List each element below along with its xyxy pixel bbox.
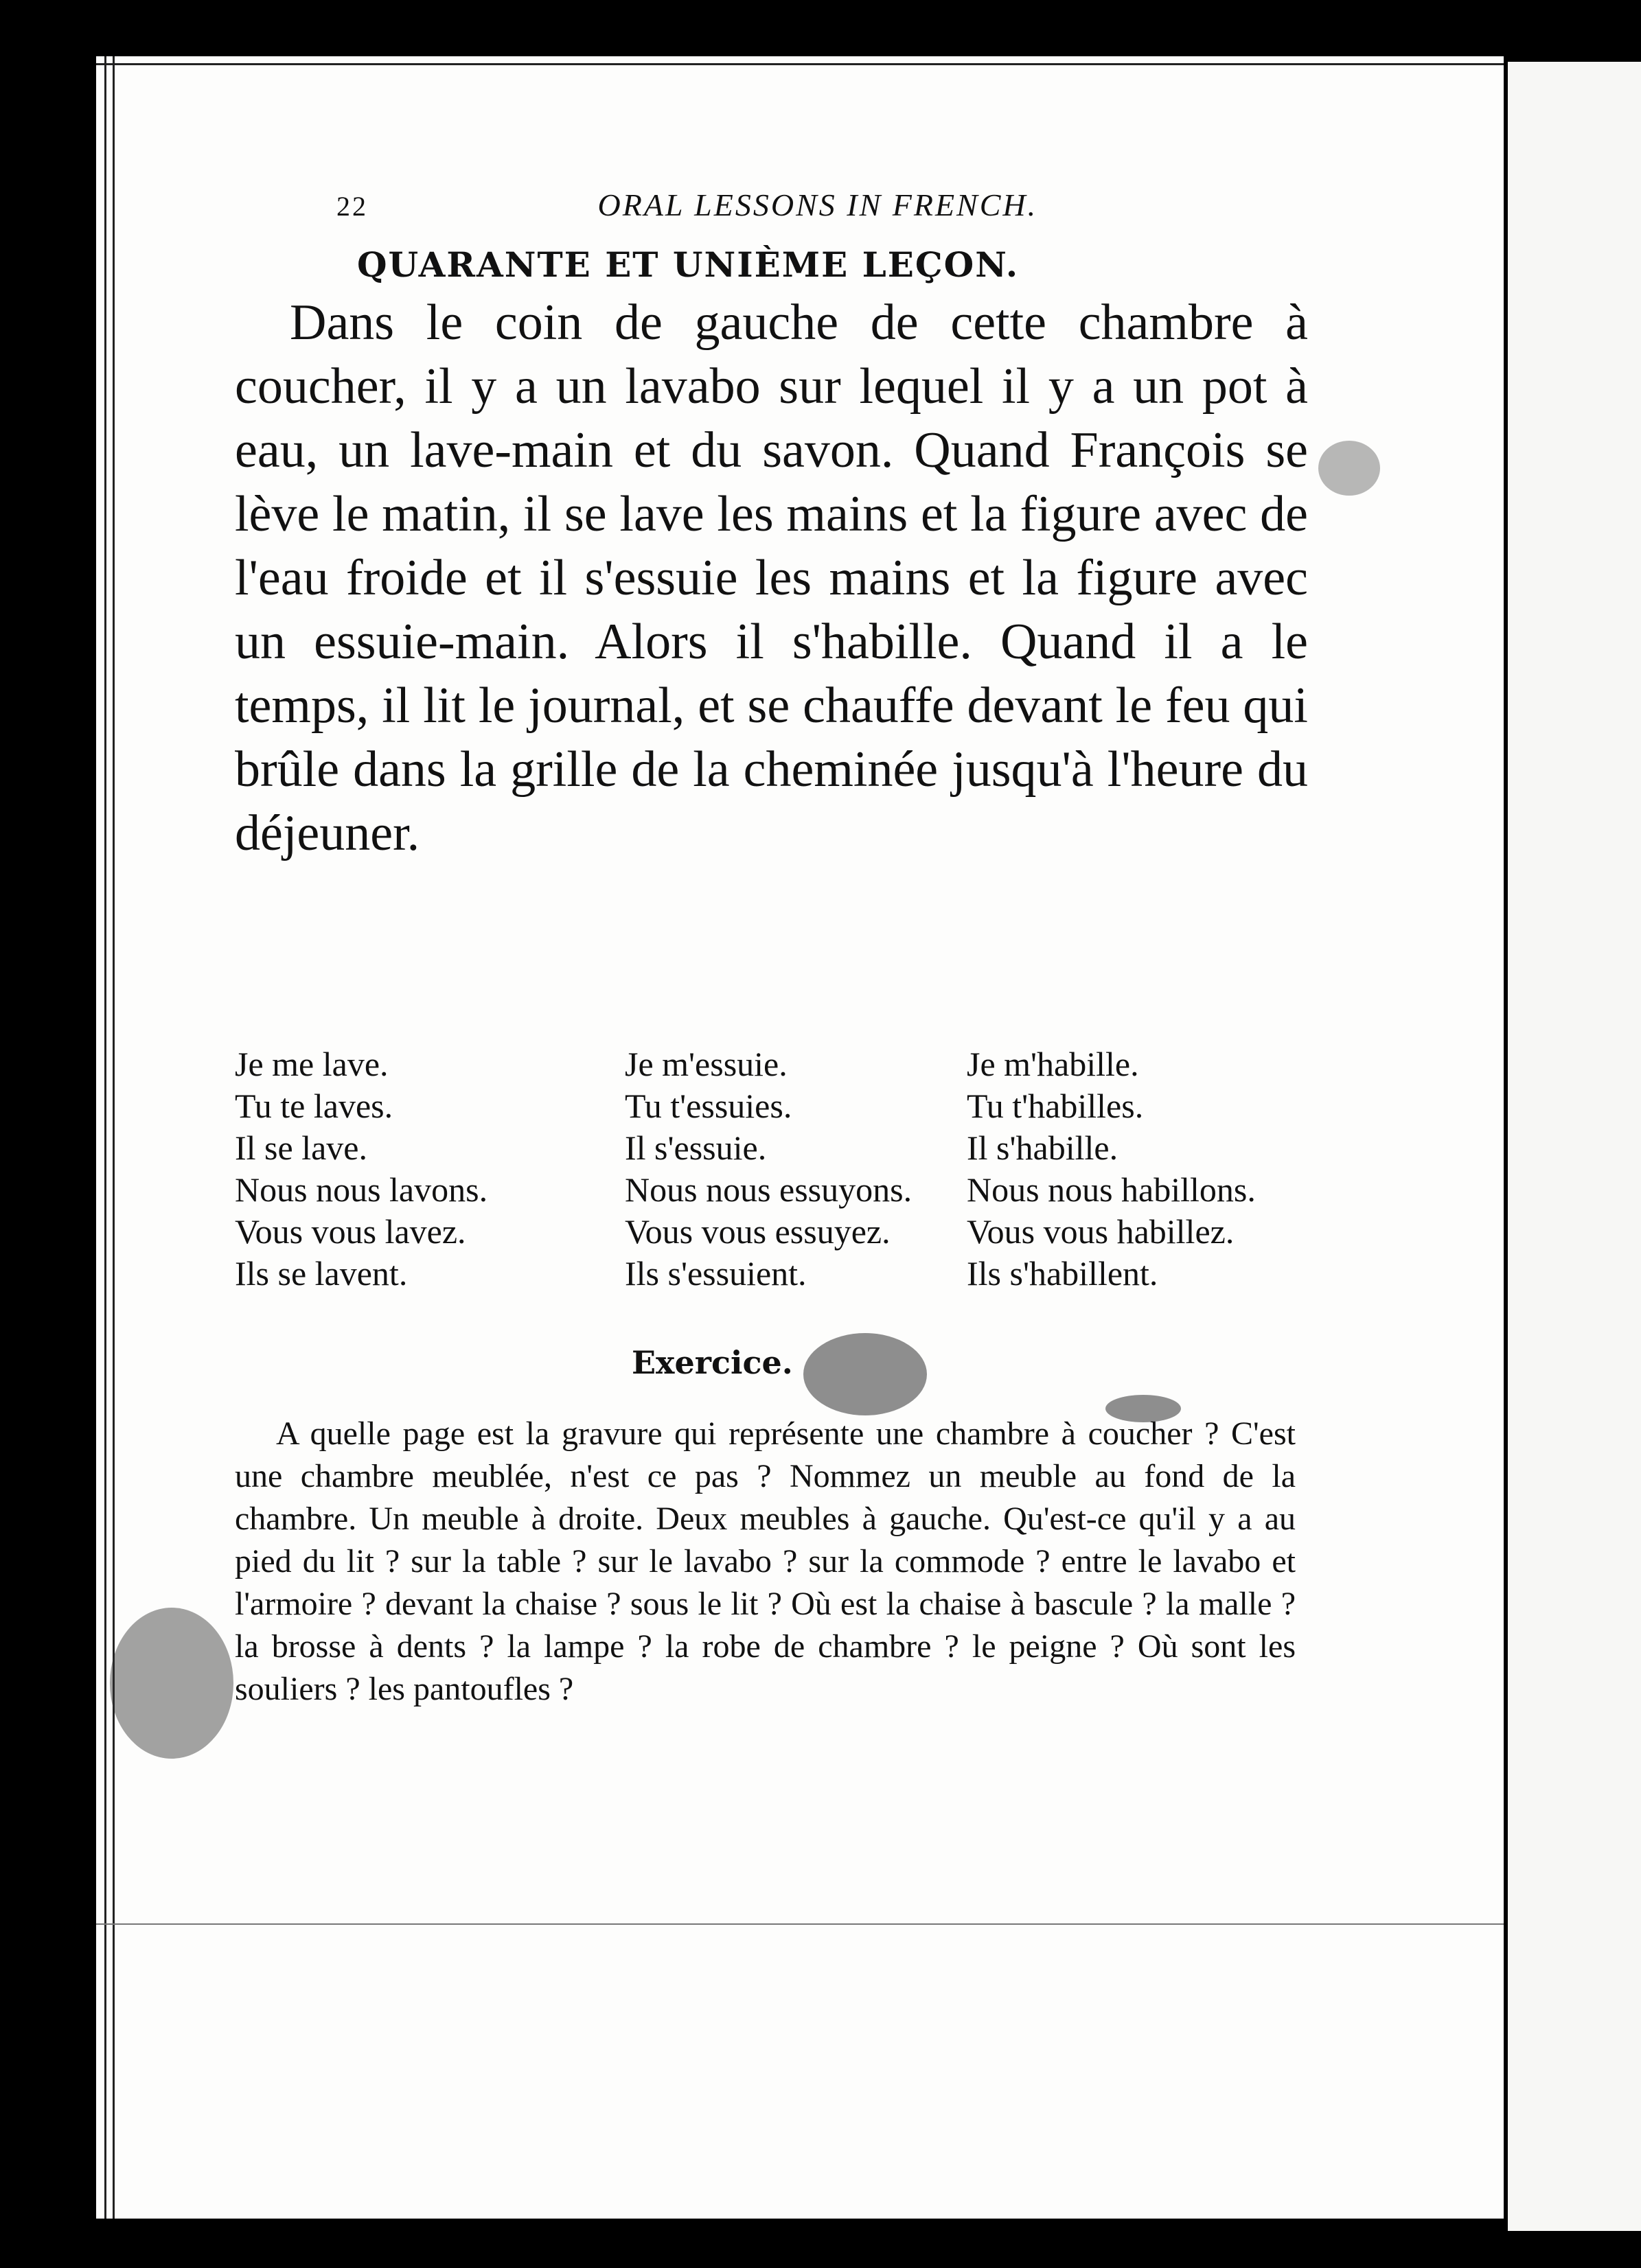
conjugation-form: Tu t'essuies. [625,1087,792,1125]
ink-blot [1318,441,1380,496]
conjugation-form: Ils se lavent. [235,1254,408,1293]
scan-line [96,1923,1504,1925]
page-border-top [96,63,1504,65]
lesson-text: Dans le coin de gauche de cette chambre à coucher, il y a un lavabo sur lequel il y a un pot à eau, un lave-main et du savon. Quand François se lève le matin, il se lave les mains et la figure avec de l'eau froide et il s'essuie les mains et la figure avec un essuie-main. Alors il s'habille. Quand il a le temps, il lit le journal, et se chauffe devant le feu qui brûle dans la grille de la cheminée jusqu'à l'heure du déjeuner. [235,294,1308,861]
conjugation-form: Il s'habille. [967,1129,1118,1167]
page-border-left-inner [113,56,115,2219]
conjugation-form: Ils s'essuient. [625,1254,807,1293]
conjugation-form: Nous nous lavons. [235,1170,488,1209]
conjugation-form: Nous nous essuyons. [625,1170,913,1209]
exercise-text: A quelle page est la gravure qui représente une chambre à coucher ? C'est une chambre meublée, n'est ce pas ? Nommez un meuble au fond de la chambre. Un meuble à droite. Deux meubles à gauche. Qu'est-ce qu'il y a au pied du lit ? sur la table ? sur le lavabo ? sur la commode ? entre le lavabo et l'armoire ? devant la chaise ? sous le lit ? Où est la chaise à bascule ? la malle ? la brosse à dents ? la lampe ? la robe de chambre ? le peigne ? Où sont les souliers ? les pantoufles ? [235,1415,1296,1707]
conjugation-form: Ils s'habillent. [967,1254,1158,1293]
conjugation-form: Il s'essuie. [625,1129,767,1167]
lesson-title: QUARANTE ET UNIÈME LEÇON. [357,244,1020,285]
conjugation-form: Je me lave. [235,1045,389,1083]
exercise-heading: Exercice. [632,1344,793,1381]
conjugation-column-s-habiller [967,1043,1256,1295]
conjugation-form: Tu t'habilles. [967,1087,1144,1125]
conjugation-form: Je m'essuie. [625,1045,788,1083]
page-number: 22 [336,191,368,222]
adjacent-page-edge [1508,62,1641,2231]
conjugation-form: Nous nous habillons. [967,1170,1256,1209]
conjugation-form: Vous vous essuyez. [625,1212,891,1251]
conjugation-column-s-essuyer [625,1043,912,1295]
running-title: ORAL LESSONS IN FRENCH. [597,187,1038,222]
page-border-left [104,56,106,2219]
conjugation-form: Vous vous habillez. [967,1212,1235,1251]
conjugation-form: Vous vous lavez. [235,1212,466,1251]
ink-blot [110,1608,233,1759]
conjugation-form: Il se lave. [235,1129,367,1167]
conjugation-column-se-laver [235,1043,487,1295]
conjugation-form: Tu te laves. [235,1087,393,1125]
running-head [336,187,1366,223]
conjugation-form: Je m'habille. [967,1045,1139,1083]
